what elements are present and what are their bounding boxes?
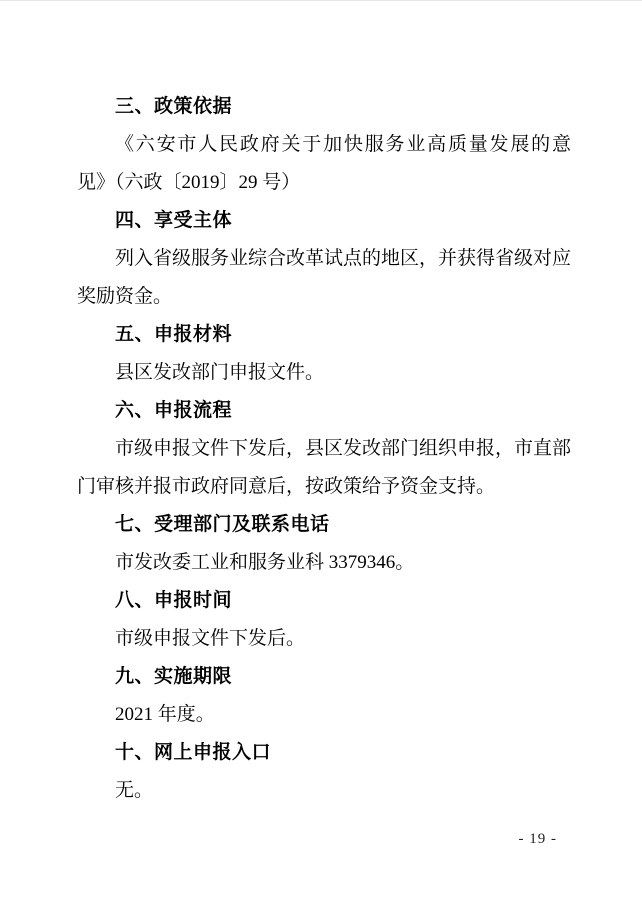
section-policy-basis bbox=[77, 88, 571, 202]
section-implementation-period bbox=[77, 658, 571, 734]
section-heading: 四、享受主体 bbox=[115, 210, 233, 231]
section-application-process bbox=[77, 392, 571, 506]
section-application-materials bbox=[77, 316, 571, 392]
section-heading: 三、政策依据 bbox=[115, 96, 233, 117]
section-heading: 九、实施期限 bbox=[115, 666, 233, 687]
section-paragraph: 2021 年度。 bbox=[115, 704, 215, 725]
section-heading: 七、受理部门及联系电话 bbox=[115, 514, 330, 535]
section-paragraph: 市发改委工业和服务业科 3379346。 bbox=[115, 552, 415, 573]
section-heading: 十、网上申报入口 bbox=[115, 742, 272, 763]
section-application-time bbox=[77, 582, 571, 658]
section-paragraph: 列入省级服务业综合改革试点的地区，并获得省级对应奖励资金。 bbox=[77, 248, 572, 307]
section-paragraph: 市级申报文件下发后，县区发改部门组织申报，市直部门审核并报市政府同意后，按政策给予资金支持。 bbox=[77, 438, 572, 497]
page-number: - 19 - bbox=[518, 831, 557, 847]
section-paragraph: 县区发改部门申报文件。 bbox=[115, 362, 325, 383]
section-heading: 五、申报材料 bbox=[115, 324, 233, 345]
section-heading: 六、申报流程 bbox=[115, 400, 233, 421]
section-paragraph: 无。 bbox=[115, 780, 154, 801]
section-paragraph: 市级申报文件下发后。 bbox=[115, 628, 306, 649]
section-paragraph: 《六安市人民政府关于加快服务业高质量发展的意见》（六政〔2019〕29 号） bbox=[77, 134, 571, 193]
section-heading: 八、申报时间 bbox=[115, 590, 233, 611]
section-online-entry bbox=[77, 734, 571, 810]
section-beneficiary bbox=[77, 202, 571, 316]
section-contact bbox=[77, 506, 571, 582]
